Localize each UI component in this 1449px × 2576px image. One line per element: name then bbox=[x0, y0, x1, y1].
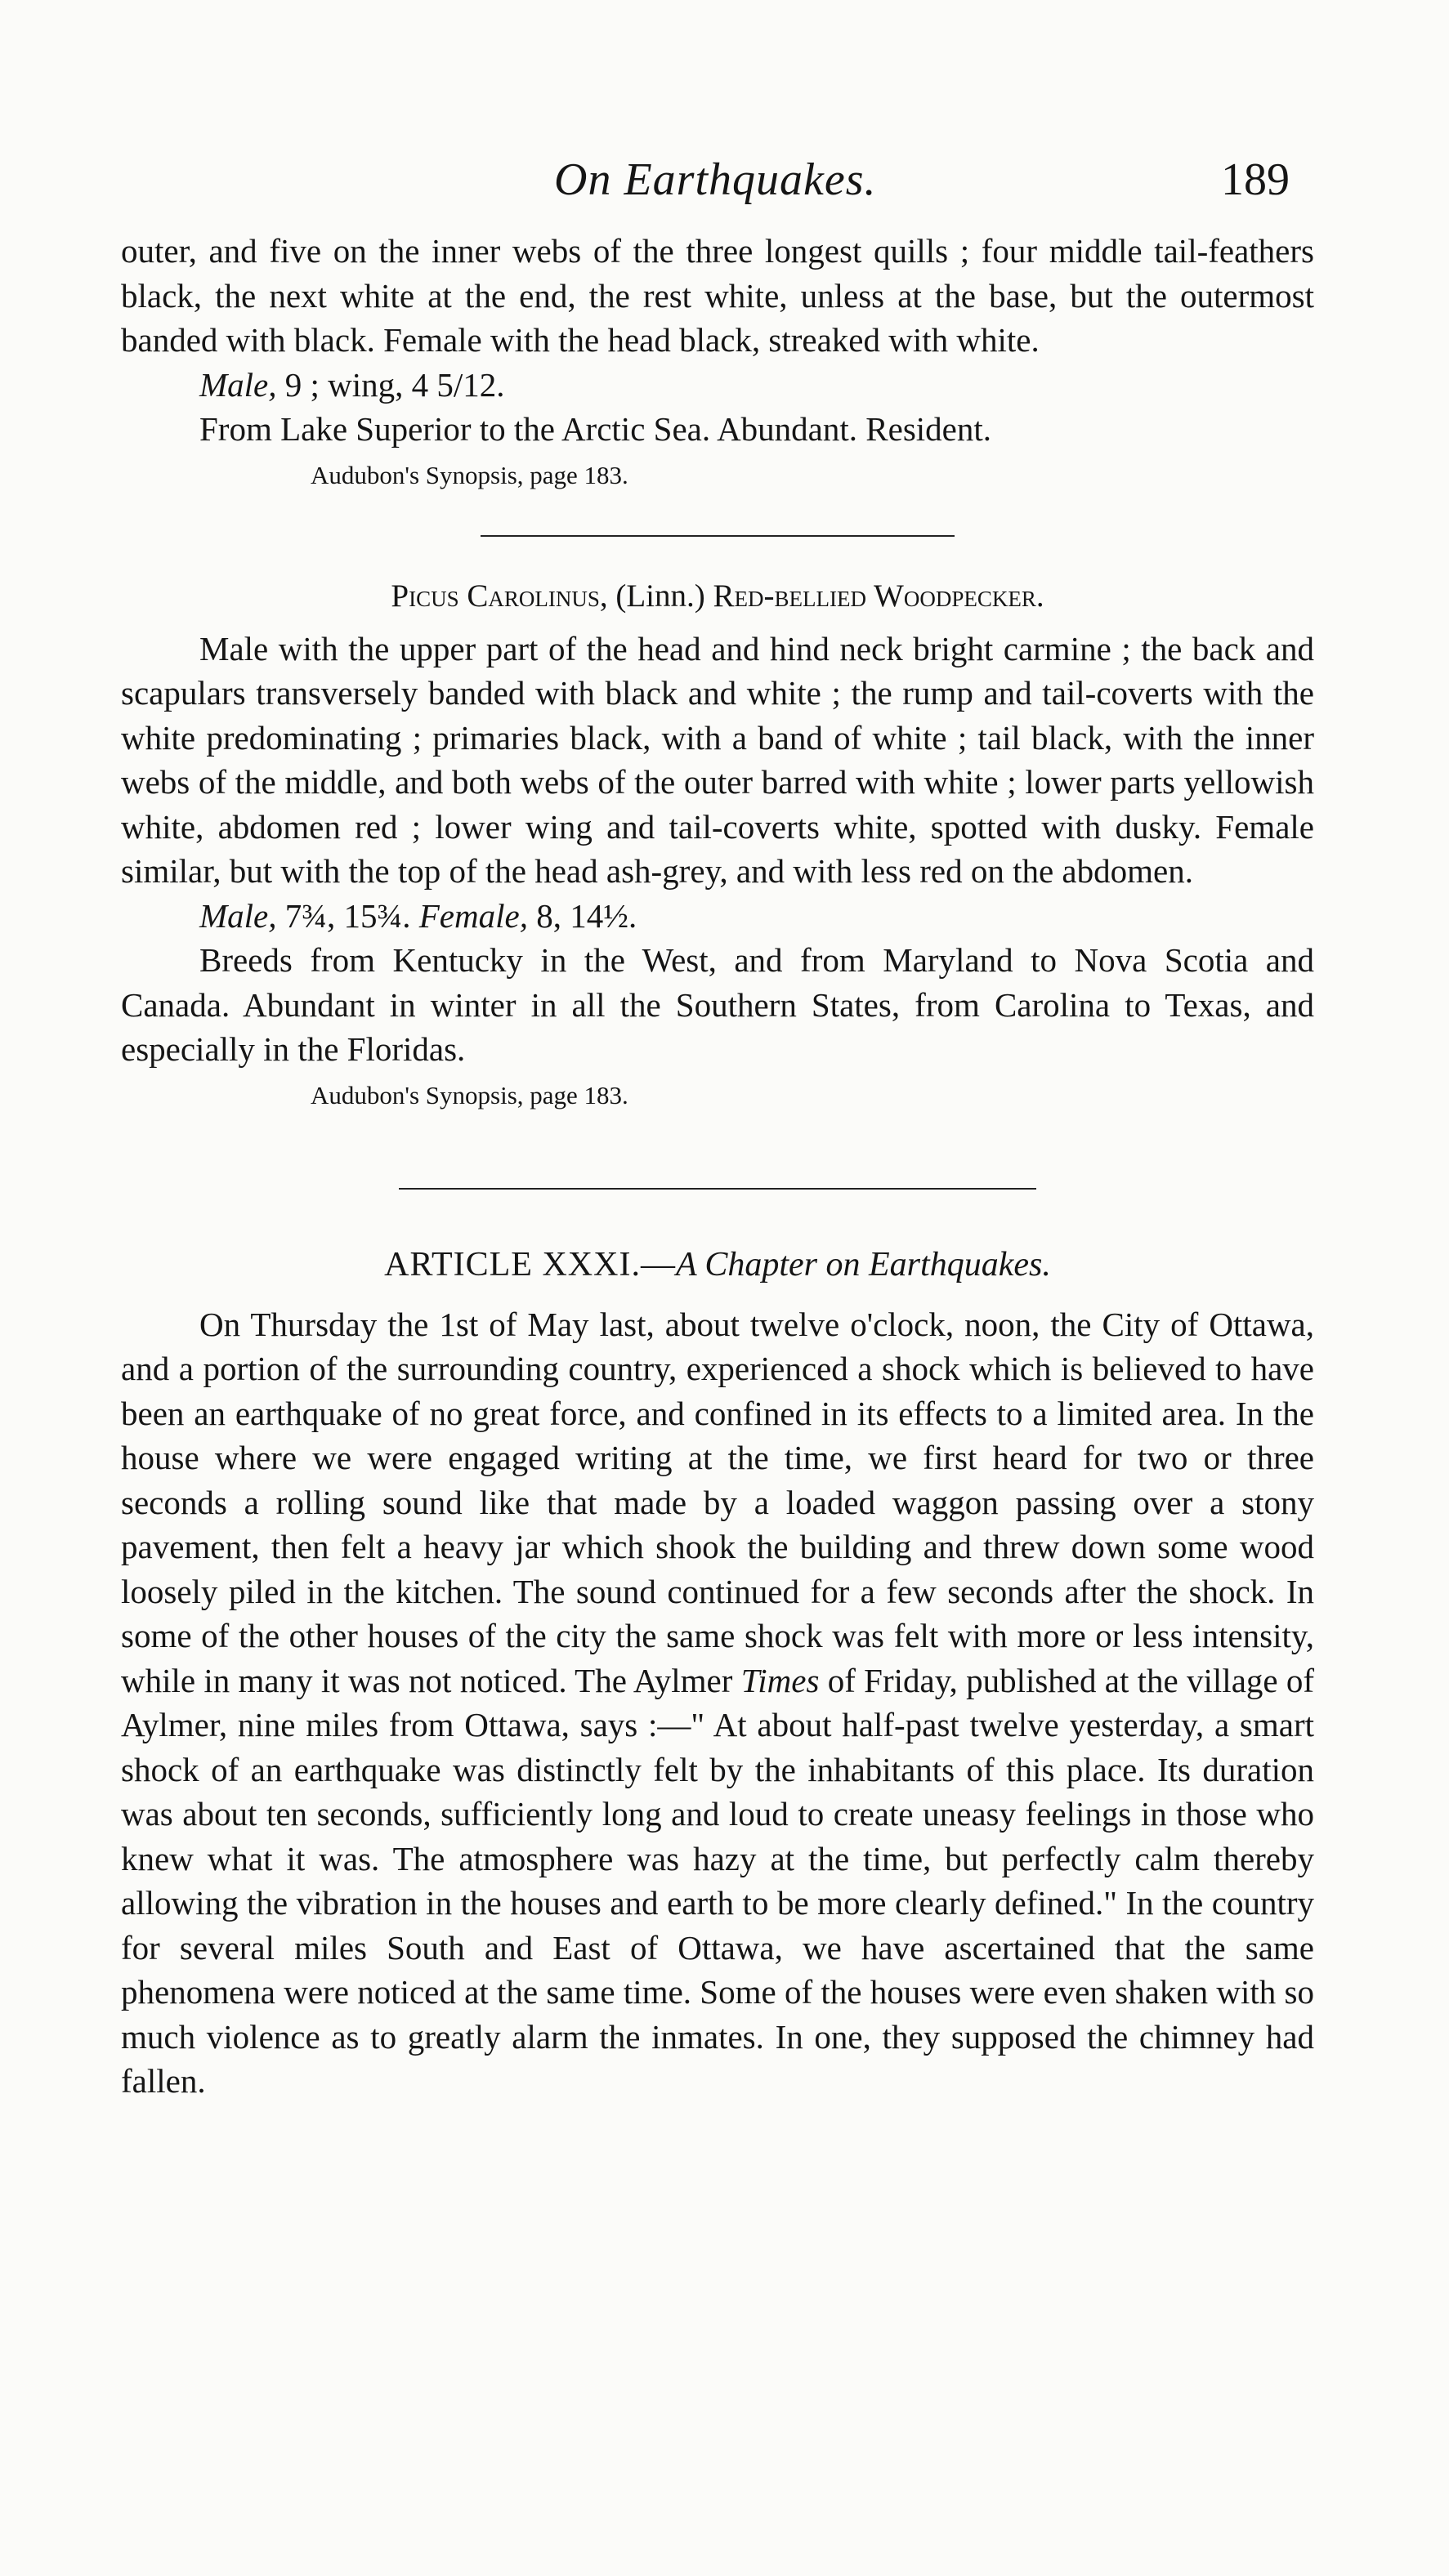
article-earthquakes bbox=[121, 1242, 1314, 2104]
male-label: Male, bbox=[199, 896, 277, 935]
species-heading bbox=[121, 574, 1314, 618]
article-title: A Chapter on Earthquakes. bbox=[675, 1245, 1051, 1284]
species-measurements bbox=[121, 894, 1314, 939]
species-description: outer, and five on the inner webs of the three longest quills ; four middle tail-feathers black, the next white at the end, the rest white, unless at the base, but the outermost banded with black. Female with the head black, streaked with white. bbox=[121, 232, 1314, 359]
species-range: From Lake Superior to the Arctic Sea. Abundant. Resident. bbox=[199, 410, 992, 448]
section-divider bbox=[481, 535, 955, 537]
article-divider bbox=[399, 1188, 1036, 1190]
article-body-italic: Times bbox=[740, 1661, 820, 1699]
species-common-name: Red-bellied Woodpecker. bbox=[713, 578, 1044, 614]
article-number: ARTICLE XXXI.— bbox=[384, 1245, 676, 1284]
male-measurements: 7¾, 15¾. bbox=[284, 896, 411, 935]
species-authority: (Linn.) bbox=[615, 578, 705, 614]
article-heading bbox=[121, 1242, 1314, 1288]
article-body bbox=[121, 1302, 1314, 2104]
female-measurements: 8, 14½. bbox=[536, 896, 637, 935]
measure-text: 9 ; wing, 4 5/12. bbox=[284, 365, 505, 404]
species-latin-name: Picus Carolinus, bbox=[391, 578, 608, 614]
page bbox=[121, 139, 1314, 2104]
measure-label: Male, bbox=[199, 365, 277, 404]
article-body-part1: On Thursday the 1st of May last, about twelve o'clock, noon, the City of Ottawa, and a portion of the surrounding country, experienced a shock which is believed to have been an earthquake of no great force, and confined in its effects to a limited area. In the house where we were engaged writing at the time, we first heard for two or three seconds a rolling sound like that made by a loaded waggon passing over a stony pavement, then felt a heavy jar which shook the building and threw down some wood loosely piled in the kitchen. The sound continued for a few seconds after the shock. In some of the other houses of the city the same shock was felt with more or less intensity, while in many it was not noticed. The Aylmer bbox=[121, 1305, 1314, 1699]
species-measurements bbox=[121, 363, 1314, 408]
female-label: Female, bbox=[418, 896, 528, 935]
species-range: Breeds from Kentucky in the West, and from Maryland to Nova Scotia and Canada. Abundant in winter in all the Southern States, from Carolina to Texas, and especially in the Floridas. bbox=[121, 941, 1314, 1068]
running-header bbox=[121, 139, 1314, 229]
species-entry-continued bbox=[121, 229, 1314, 494]
page-number: 189 bbox=[1221, 154, 1290, 205]
source-citation: Audubon's Synopsis, page 183. bbox=[311, 460, 628, 489]
source-citation: Audubon's Synopsis, page 183. bbox=[311, 1080, 628, 1109]
running-title: On Earthquakes. bbox=[554, 154, 877, 205]
species-description: Male with the upper part of the head and hind neck bright carmine ; the back and scapulars transversely banded with black and white ; the rump and tail-coverts with the white predominating ; primaries black, with a band of white ; tail black, with the inner webs of the middle, and both webs of the outer barred with white ; lower parts yellowish white, abdomen red ; lower wing and tail-coverts white, spotted with dusky. Female similar, but with the top of the head ash-grey, and with less red on the abdomen. bbox=[121, 629, 1314, 890]
article-body-part2: of Friday, published at the village of Aylmer, nine miles from Ottawa, says :—" At about half-past twelve yesterday, a smart shock of an earthquake was distinctly felt by the inhabitants of this place. Its duration was about ten seconds, sufficiently long and loud to create uneasy feelings in those who knew what it was. The atmosphere was hazy at the time, but perfectly calm thereby allowing the vibration in the houses and earth to be more clearly defined." In the country for several miles South and East of Ottawa, we have ascertained that the same phenomena were noticed at the same time. Some of the houses were even shaken with so much violence as to greatly alarm the inmates. In one, they supposed the chimney had fallen. bbox=[121, 1661, 1315, 2100]
species-entry-red-bellied-woodpecker bbox=[121, 574, 1314, 1114]
